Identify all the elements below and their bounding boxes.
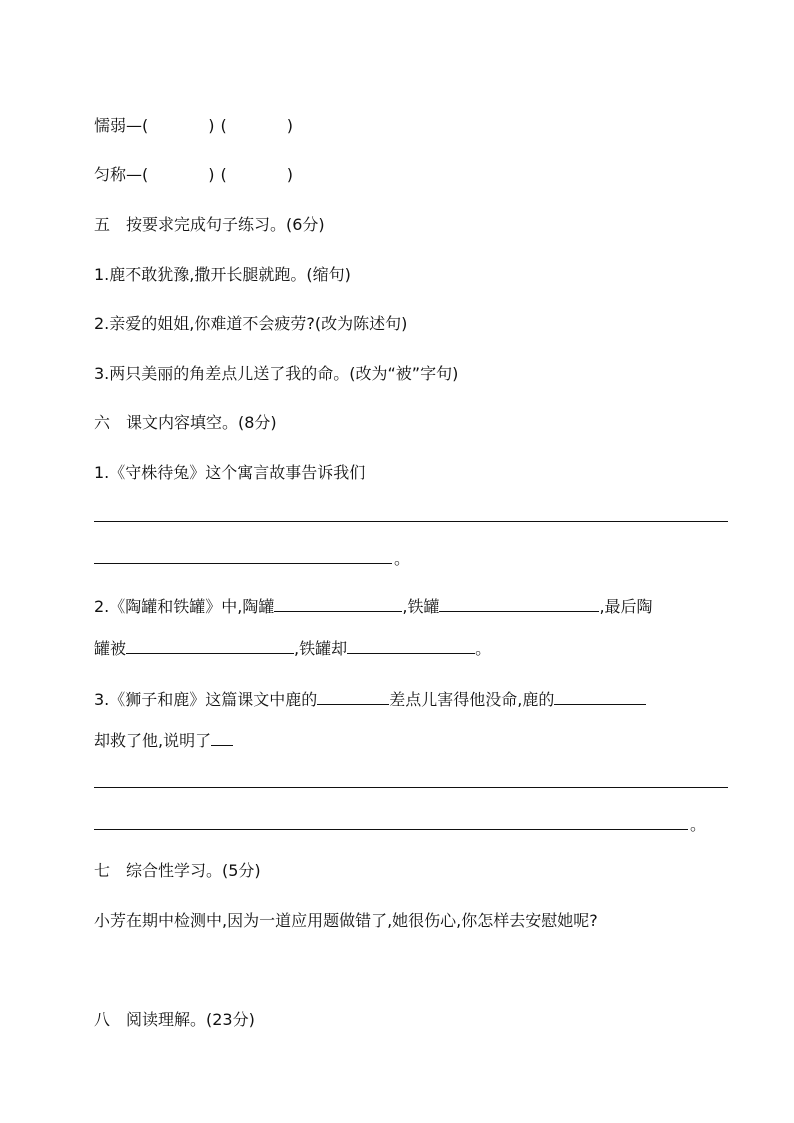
section-6-q2-line-1 bbox=[94, 595, 653, 618]
blank-taoguan-bei[interactable] bbox=[126, 637, 294, 654]
answer-line[interactable] bbox=[94, 829, 688, 830]
q3-text: 却救了他,说明了 bbox=[94, 731, 212, 750]
dash: — bbox=[126, 116, 143, 135]
blank-deer-part-1[interactable] bbox=[317, 688, 389, 705]
answer-line[interactable] bbox=[94, 787, 728, 788]
antonym-row-2 bbox=[94, 164, 293, 186]
period: 。 bbox=[475, 639, 492, 658]
blank-tieguan[interactable] bbox=[439, 595, 599, 612]
paren-close: ) bbox=[208, 116, 215, 135]
section-7-question: 小芳在期中检测中,因为一道应用题做错了,她很伤心,你怎样去安慰她呢? bbox=[94, 911, 598, 930]
period: 。 bbox=[690, 815, 707, 834]
blank-deer-part-2[interactable] bbox=[554, 688, 646, 705]
section-6-q1: 1.《守株待兔》这个寓言故事告诉我们 bbox=[94, 463, 366, 482]
paren-open: ( bbox=[142, 165, 149, 184]
dash: — bbox=[126, 165, 143, 184]
paren-open: ( bbox=[220, 116, 227, 135]
section-5-item-1: 1.鹿不敢犹豫,撒开长腿就跑。(缩句) bbox=[94, 265, 351, 284]
blank-shuoming[interactable] bbox=[211, 729, 233, 746]
section-5-title: 五 按要求完成句子练习。(6分) bbox=[94, 215, 325, 234]
antonym-word: 懦弱 bbox=[94, 116, 127, 135]
answer-line[interactable] bbox=[94, 521, 728, 522]
paren-close: ) bbox=[286, 165, 294, 184]
section-5-item-2: 2.亲爱的姐姐,你难道不会疲劳?(改为陈述句) bbox=[94, 314, 408, 333]
section-6-q3-line-1 bbox=[94, 688, 646, 711]
section-6-title: 六 课文内容填空。(8分) bbox=[94, 413, 277, 432]
antonym-row-1 bbox=[94, 115, 293, 137]
section-8-title: 八 阅读理解。(23分) bbox=[94, 1010, 255, 1029]
q2-text: 罐被 bbox=[94, 639, 127, 658]
q2-text: ,铁罐却 bbox=[294, 639, 348, 658]
q2-text: ,铁罐 bbox=[402, 597, 440, 616]
paren-open: ( bbox=[220, 165, 227, 184]
blank-tieguan-que[interactable] bbox=[347, 637, 475, 654]
q2-text: ,最后陶 bbox=[599, 597, 653, 616]
q2-text: 2.《陶罐和铁罐》中,陶罐 bbox=[94, 597, 275, 616]
section-7-title: 七 综合性学习。(5分) bbox=[94, 861, 261, 880]
section-5-item-3: 3.两只美丽的角差点儿送了我的命。(改为“被”字句) bbox=[94, 364, 459, 383]
answer-line[interactable] bbox=[94, 563, 392, 564]
q3-text: 3.《狮子和鹿》这篇课文中鹿的 bbox=[94, 690, 318, 709]
paren-close: ) bbox=[208, 165, 215, 184]
blank-taoguan[interactable] bbox=[274, 595, 402, 612]
antonym-word: 匀称 bbox=[94, 165, 127, 184]
paren-open: ( bbox=[142, 116, 149, 135]
paren-close: ) bbox=[286, 116, 294, 135]
q3-text: 差点儿害得他没命,鹿的 bbox=[389, 690, 555, 709]
period: 。 bbox=[394, 549, 411, 568]
section-6-q3-line-2 bbox=[94, 729, 233, 752]
section-6-q2-line-2 bbox=[94, 637, 491, 660]
